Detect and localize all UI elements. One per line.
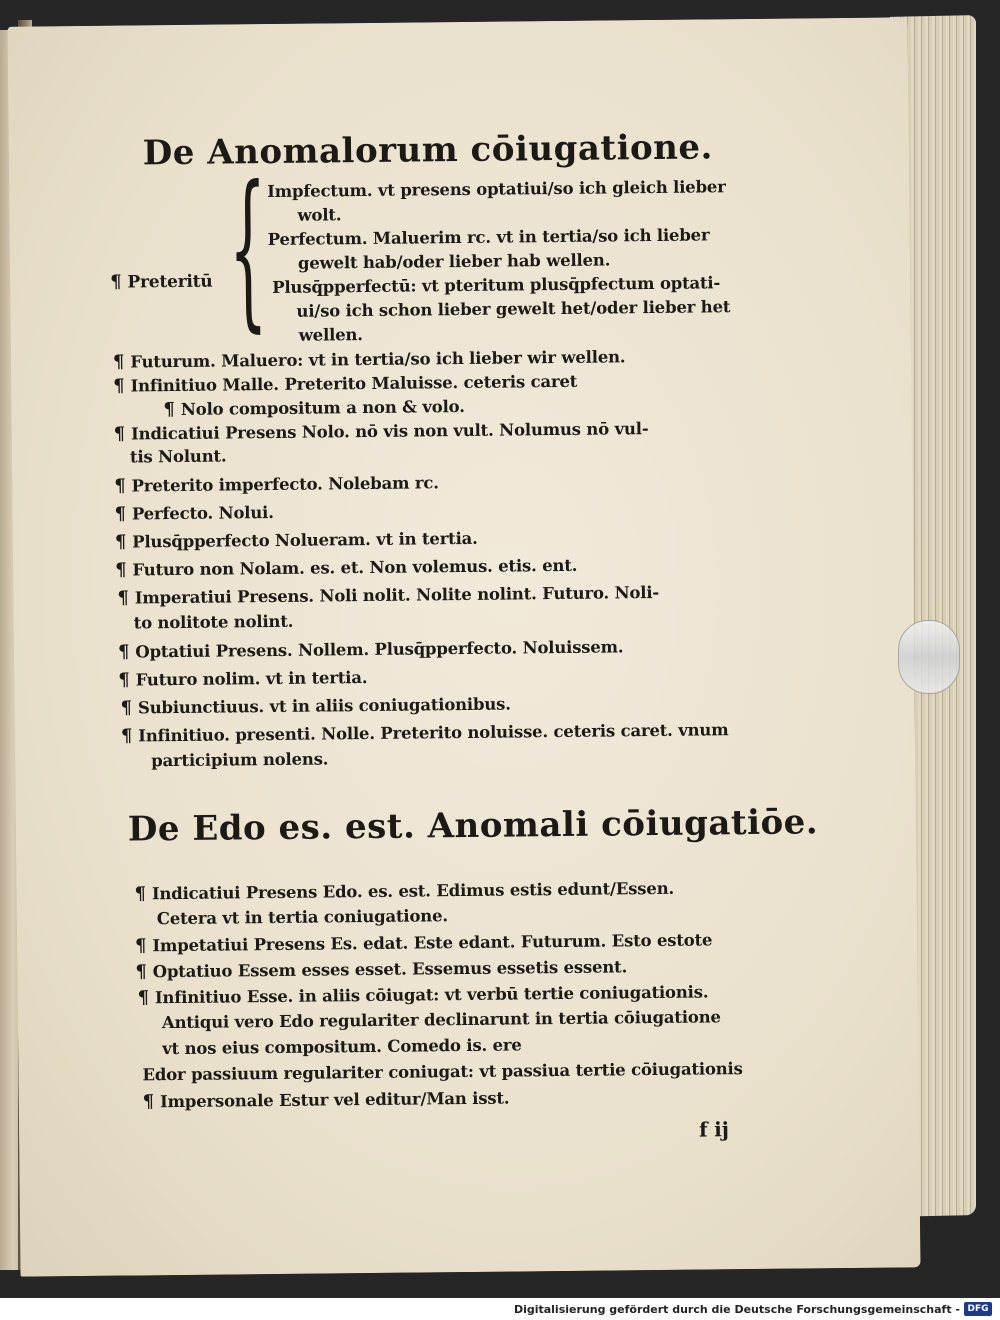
text-line	[121, 694, 511, 719]
text-line	[115, 528, 478, 553]
pilcrow-icon: ¶	[137, 987, 156, 1009]
text-line	[143, 1088, 510, 1113]
text-line: Cetera vt in tertia coniugatione.	[156, 906, 448, 929]
text-line	[134, 878, 674, 905]
text-line: participium nolens.	[151, 749, 329, 771]
heading-edo: De Edo es. est. Anomali cōiugatiōe.	[127, 802, 819, 850]
dfg-logo: DFG	[964, 1302, 992, 1316]
line-text: Optatiui Presens. Nollem. Plusq̄pperfecto. Noluissem.	[135, 637, 624, 662]
signature-mark: f ij	[698, 1117, 729, 1142]
text-line	[138, 981, 709, 1008]
text-line	[163, 396, 464, 420]
line-text: Nolo compositum a non & volo.	[180, 396, 465, 419]
text-line: Plusq̄pperfectū: vt pteritum plusq̄pfectum optati-	[272, 273, 721, 297]
text-line	[135, 956, 627, 982]
text-line	[118, 667, 367, 691]
text-line	[114, 472, 439, 496]
line-text: Infinitiuo Malle. Preterito Maluisse. ceteris caret	[130, 371, 578, 396]
pilcrow-icon: ¶	[115, 559, 133, 581]
text-line	[114, 418, 649, 445]
pilcrow-icon: ¶	[112, 351, 131, 373]
text-line: Edor passiuum regulariter coniugat: vt passiua tertie cōiugationis	[142, 1059, 743, 1085]
pilcrow-icon: ¶	[134, 883, 153, 905]
text-line: Perfectum. Maluerim rc. vt in tertia/so ich lieber	[267, 225, 710, 250]
line-text: Imperatiui Presens. Noli nolit. Nolite nolint. Futuro. Noli-	[134, 582, 660, 608]
pilcrow-icon: ¶	[110, 271, 128, 293]
line-text: Futuro non Nolam. es. et. Non volemus. etis. ent.	[132, 555, 578, 580]
text-line: Impfectum. vt presens optatiui/so ich gleich lieber	[267, 177, 726, 202]
pilcrow-icon: ¶	[113, 375, 131, 397]
pilcrow-icon: ¶	[117, 641, 136, 663]
text-line: vt nos eius compositum. Comedo is. ere	[162, 1035, 522, 1059]
preterit-label-text: Preteritū	[127, 271, 213, 293]
pilcrow-icon: ¶	[142, 1091, 161, 1113]
pilcrow-icon: ¶	[120, 697, 139, 719]
line-text: Impersonale Estur vel editur/Man isst.	[159, 1088, 510, 1112]
footer-credit: Digitalisierung gefördert durch die Deutsche Forschungsgemeinschaft -	[513, 1303, 960, 1316]
heading-anomalorum: De Anomalorum cōiugatione.	[142, 127, 714, 174]
pilcrow-icon: ¶	[113, 423, 132, 445]
text-line	[135, 929, 712, 956]
line-text: Futurum. Maluero: vt in tertia/so ich lieber wir wellen.	[130, 347, 626, 372]
line-text: Infinitiuo. presenti. Nolle. Preterito noluisse. ceteris caret. vnum	[138, 720, 729, 746]
line-text: Plusq̄pperfecto Nolueram. vt in tertia.	[132, 528, 478, 552]
preterit-label	[110, 271, 213, 293]
page-clip	[898, 620, 960, 694]
text-line: wellen.	[298, 325, 363, 345]
text-line	[115, 555, 577, 581]
text-line	[113, 371, 577, 397]
line-text: Preterito imperfecto. Nolebam rc.	[131, 473, 439, 496]
text-line	[118, 636, 624, 662]
pilcrow-icon: ¶	[114, 475, 132, 497]
line-text: Perfecto. Nolui.	[131, 502, 274, 524]
text-line	[117, 582, 659, 609]
pilcrow-icon: ¶	[114, 531, 133, 553]
line-text: Subiunctiuus. vt in aliis coniugationibus.	[137, 694, 511, 718]
line-text: Infinitiuo Esse. in aliis cōiugat: vt verbū tertie coniugationis.	[154, 982, 709, 1008]
line-text: Indicatiui Presens Edo. es. est. Edimus estis edunt/Essen.	[151, 878, 675, 904]
text-line: to nolitote nolint.	[133, 611, 294, 633]
line-text: Impetatiui Presens Es. edat. Este edant. Futurum. Esto estote	[152, 930, 713, 956]
text-line	[114, 502, 273, 525]
text-line: ui/so ich schon lieber gewelt het/oder lieber het	[296, 297, 731, 321]
line-text: Optatiuo Essem esses esset. Essemus essetis essent.	[152, 957, 628, 982]
book-page	[7, 17, 920, 1276]
pilcrow-icon: ¶	[163, 398, 181, 421]
text-line	[113, 346, 626, 372]
line-text: Futuro nolim. vt in tertia.	[135, 668, 368, 690]
pilcrow-icon: ¶	[135, 961, 153, 983]
text-line: Antiqui vero Edo regulariter declinarunt in tertia cōiugatione	[161, 1007, 721, 1033]
text-line: gewelt hab/oder lieber hab wellen.	[297, 250, 611, 273]
pilcrow-icon: ¶	[114, 503, 133, 525]
text-line	[121, 719, 729, 746]
brace-icon: {	[227, 150, 268, 349]
pilcrow-icon: ¶	[135, 935, 153, 957]
pilcrow-icon: ¶	[117, 587, 135, 609]
pilcrow-icon: ¶	[120, 725, 139, 747]
pilcrow-icon: ¶	[118, 669, 136, 691]
text-line: wolt.	[297, 205, 342, 225]
text-line: tis Nolunt.	[129, 446, 227, 467]
line-text: Indicatiui Presens Nolo. nō vis non vult. Nolumus nō vul-	[130, 419, 649, 444]
